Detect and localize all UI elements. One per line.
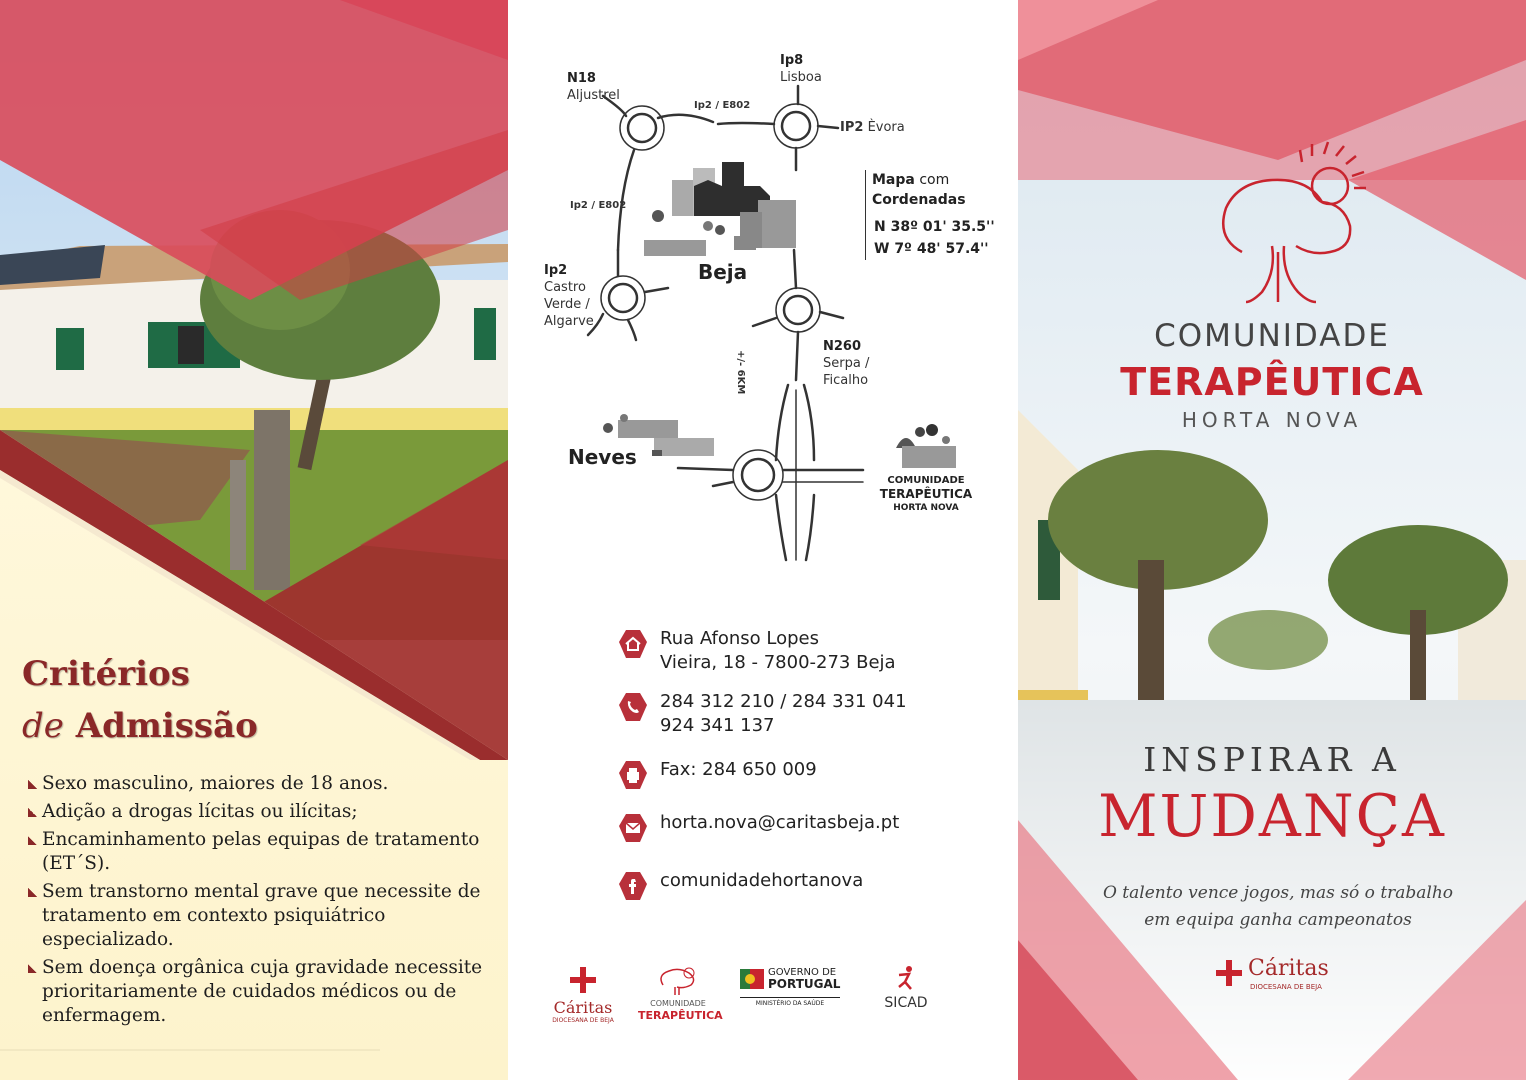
caritas-logo-name: Cáritas	[553, 998, 613, 1017]
criterio-item: Adição a drogas lícitas ou ilícitas;	[28, 800, 488, 824]
mail-icon	[618, 813, 648, 843]
label-n260-code: N260	[823, 339, 862, 354]
caritas-right-sub: DIOCESANA DE BEJA	[1250, 983, 1322, 991]
contact-phone	[618, 690, 907, 738]
label-ip2-line3: Algarve	[544, 314, 594, 329]
left-panel	[0, 0, 508, 1080]
criterios-title-line2	[22, 700, 482, 752]
coord-title	[872, 170, 1015, 190]
quote	[1078, 880, 1478, 934]
facebook-link[interactable]: comunidadehortanova	[660, 870, 864, 891]
map-ct-line1: COMUNIDADE	[887, 475, 965, 486]
label-ip8-code: Ip8	[780, 53, 804, 68]
coord-title-bold: Mapa	[872, 172, 915, 188]
label-ip2-evora	[840, 119, 905, 136]
label-ip8	[780, 52, 822, 86]
slogan-line1: INSPIRAR A	[1143, 740, 1401, 779]
gov-line3: MINISTÉRIO DA SAÚDE	[740, 997, 840, 1007]
home-icon	[618, 629, 648, 659]
phone-line1[interactable]: 284 312 210 / 284 331 041	[660, 691, 907, 712]
middle-panel	[508, 0, 1018, 1080]
map-ct-line2: TERAPÊUTICA	[879, 487, 973, 501]
right-panel	[1018, 0, 1526, 1080]
quote-line2: em equipa ganha campeonatos	[1144, 910, 1412, 930]
criterio-item: Sem doença orgânica cuja gravidade necessite prioritariamente de cuidados médicos ou de enfermagem.	[28, 956, 488, 1028]
coord-w: W 7º 48' 57.4''	[874, 241, 989, 257]
tree-sun-icon	[653, 965, 703, 995]
gov-line1: GOVERNO DE	[768, 967, 837, 978]
partner-logos	[508, 965, 1018, 1035]
governo-logo	[740, 965, 850, 1007]
ct-logo-sub1: COMUNIDADE	[650, 999, 706, 1008]
criterio-item: Sexo masculino, maiores de 18 anos.	[28, 772, 488, 796]
address-line2: Vieira, 18 - 7800-273 Beja	[660, 652, 896, 673]
coord-title-rest: com	[919, 172, 950, 188]
email-link[interactable]: horta.nova@caritasbeja.pt	[660, 812, 900, 833]
criterio-item: Encaminhamento pelas equipas de tratamento (ET´S).	[28, 828, 488, 876]
label-n18	[567, 70, 620, 104]
sicad-figure-icon	[893, 965, 919, 991]
label-ip2-code: Ip2	[544, 263, 568, 278]
gov-line2: PORTUGAL	[768, 977, 841, 991]
label-n260-line2: Ficalho	[823, 373, 869, 388]
coord-n: N 38º 01' 35.5''	[874, 219, 995, 235]
caritas-logo	[548, 965, 618, 1024]
caritas-logo-sub: DIOCESANA DE BEJA	[552, 1017, 614, 1024]
ct-logo-sub2: TERAPÊUTICA	[638, 1009, 723, 1022]
ct-logo	[638, 965, 723, 1022]
sicad-name: SICAD	[884, 995, 928, 1011]
label-ip2e802-top: Ip2 / E802	[694, 100, 751, 111]
quote-line1: O talento vence jogos, mas só o trabalho	[1102, 883, 1454, 903]
criterios-title	[22, 648, 482, 752]
label-ip2-evora-name: Èvora	[867, 120, 905, 135]
brand-line1: COMUNIDADE	[1154, 318, 1390, 354]
map-ct-label	[868, 475, 984, 514]
label-ip2-evora-code: IP2	[840, 120, 864, 135]
contact-facebook	[618, 869, 863, 901]
caritas-logo-right	[1214, 956, 1354, 996]
coord-title-line2: Cordenadas	[872, 192, 966, 208]
contact-email	[618, 811, 899, 843]
criterios-title-admissao: Admissão	[75, 706, 258, 746]
caritas-cross-icon	[1214, 958, 1244, 988]
label-ip2e802-left: Ip2 / E802	[570, 200, 627, 211]
label-ip2-line1: Castro	[544, 280, 586, 295]
slogan-line2: MUDANÇA	[1098, 782, 1446, 850]
phone-line2[interactable]: 924 341 137	[660, 715, 775, 736]
facebook-icon	[618, 871, 648, 901]
label-distance: +/- 6KM	[735, 350, 746, 395]
coordinates-box	[865, 170, 1015, 260]
phone-icon	[618, 692, 648, 722]
town-neves: Neves	[568, 445, 637, 469]
criterio-item: Sem transtorno mental grave que necessite de tratamento em contexto psiquiátrico especializado.	[28, 880, 488, 952]
criterios-title-line1: Critérios	[22, 654, 190, 694]
label-ip8-name: Lisboa	[780, 70, 822, 85]
label-ip2-castro	[544, 262, 594, 330]
contact-fax	[618, 758, 817, 790]
brand-line3: HORTA NOVA	[1181, 408, 1363, 432]
label-n18-code: N18	[567, 71, 596, 86]
portugal-flag-icon	[740, 965, 764, 993]
label-n18-name: Aljustrel	[567, 88, 620, 103]
contact-address	[618, 627, 896, 675]
label-n260-line1: Serpa /	[823, 356, 870, 371]
map-ct-line3: HORTA NOVA	[893, 503, 959, 513]
label-ip2-line2: Verde /	[544, 297, 590, 312]
fax-icon	[618, 760, 648, 790]
brand-line2: TERAPÊUTICA	[1120, 360, 1424, 404]
fax-text: Fax: 284 650 009	[660, 759, 817, 780]
caritas-right-name: Cáritas	[1248, 956, 1329, 981]
label-n260	[823, 338, 869, 389]
town-beja: Beja	[698, 260, 748, 284]
sicad-logo	[866, 965, 946, 1011]
criterios-title-de: de	[22, 706, 64, 746]
caritas-cross-icon	[568, 965, 598, 995]
address-line1: Rua Afonso Lopes	[660, 628, 820, 649]
criterios-list	[28, 772, 488, 1032]
